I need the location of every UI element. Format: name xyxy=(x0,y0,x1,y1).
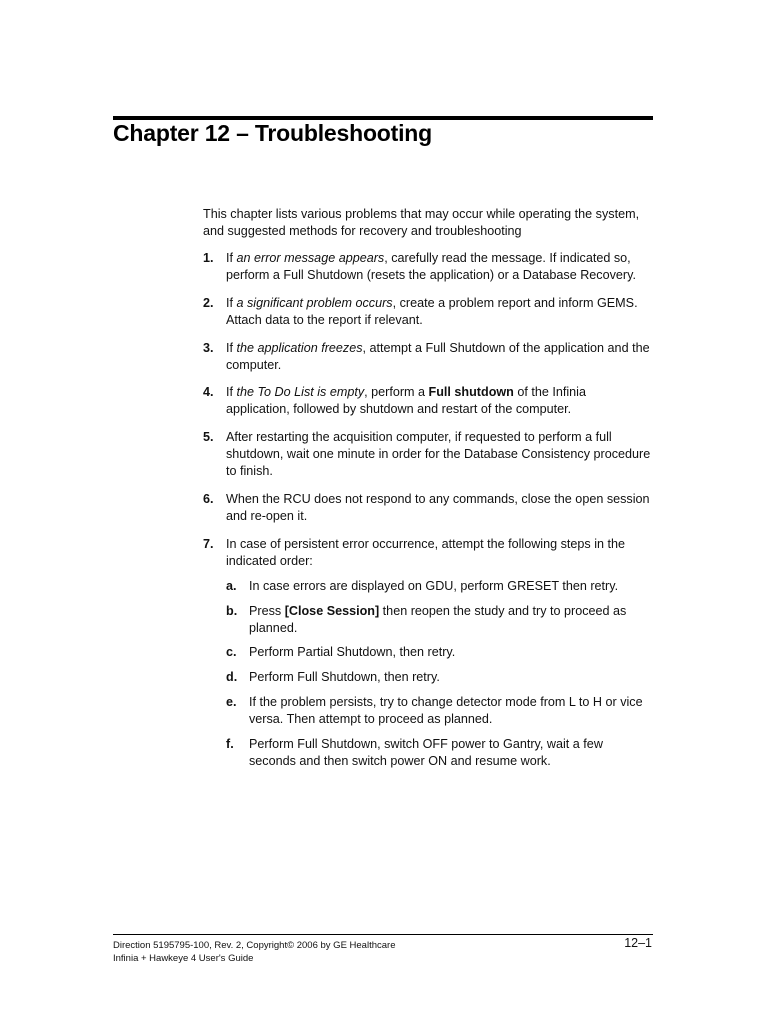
sub-list xyxy=(226,578,653,770)
sub-item-text-lead: Press xyxy=(249,603,285,618)
sub-item-d xyxy=(226,669,653,686)
sub-item-b xyxy=(226,603,653,637)
item-text-lead: If xyxy=(226,385,237,400)
footer-copyright: Direction 5195795-100, Rev. 2, Copyright© 2006 by GE Healthcare xyxy=(113,940,396,951)
item-condition: a significant problem occurs xyxy=(236,295,393,310)
sub-item-letter: f. xyxy=(226,736,234,751)
item-text-lead: If xyxy=(226,295,237,310)
sub-item-letter: a. xyxy=(226,578,237,593)
list-item-7 xyxy=(203,536,653,770)
footer-rule xyxy=(113,934,653,935)
item-text: , attempt a Full Shutdown of the application and the computer. xyxy=(226,340,650,372)
sub-item-text: Perform Partial Shutdown, then retry. xyxy=(249,645,456,660)
item-text: After restarting the acquisition computer, if requested to perform a full shutdown, wait one minute in order for the Database Consistency procedure to finish. xyxy=(226,430,651,479)
item-text: of the Infinia application, followed by shutdown and restart of the computer. xyxy=(226,385,586,417)
item-condition: an error message appears xyxy=(236,251,385,265)
sub-item-f xyxy=(226,736,653,770)
item-text-lead: If xyxy=(226,251,237,265)
item-emphasis: Full shutdown xyxy=(428,385,514,400)
list-number: 1. xyxy=(203,251,214,265)
list-number: 3. xyxy=(203,340,214,355)
close-session-label: [Close Session] xyxy=(284,603,380,618)
list-item-6 xyxy=(203,491,653,525)
list-item-4 xyxy=(203,384,653,418)
list-item-3 xyxy=(203,340,653,374)
chapter-title: Chapter 12 – Troubleshooting xyxy=(113,120,432,146)
item-text: When the RCU does not respond to any commands, close the open session and re-open it. xyxy=(226,491,650,523)
list-number: 5. xyxy=(203,430,214,445)
list-number: 2. xyxy=(203,295,214,310)
sub-item-c xyxy=(226,644,653,661)
item-text: , carefully read the message. If indicated so, perform a Full Shutdown (resets the application) or a Database Recovery. xyxy=(226,251,636,282)
sub-item-text: Perform Full Shutdown, switch OFF power to Gantry, wait a few seconds and then switch power ON and resume work. xyxy=(249,736,603,768)
footer-guide-title: Infinia + Hawkeye 4 User's Guide xyxy=(113,953,254,964)
item-text-mid: , perform a xyxy=(364,385,429,400)
item-text: In case of persistent error occurrence, attempt the following steps in the indicated order: xyxy=(226,536,626,568)
list-number: 7. xyxy=(203,536,214,551)
sub-item-e xyxy=(226,694,653,728)
list-item-1 xyxy=(203,250,653,284)
sub-item-letter: c. xyxy=(226,645,237,660)
list-item-2 xyxy=(203,295,653,329)
sub-item-letter: e. xyxy=(226,694,237,709)
sub-item-text: Perform Full Shutdown, then retry. xyxy=(249,670,440,685)
list-item-5 xyxy=(203,429,653,480)
list-number: 6. xyxy=(203,491,214,506)
item-text: , create a problem report and inform GEMS. Attach data to the report if relevant. xyxy=(226,295,638,327)
footer-info xyxy=(113,939,395,965)
sub-item-text: If the problem persists, try to change detector mode from L to H or vice versa. Then attempt to proceed as planned. xyxy=(249,694,643,726)
page-number: 12–1 xyxy=(624,936,652,950)
item-condition: the To Do List is empty xyxy=(236,385,365,400)
sub-item-letter: b. xyxy=(226,603,238,618)
sub-item-text: In case errors are displayed on GDU, perform GRESET then retry. xyxy=(249,578,619,593)
sub-item-letter: d. xyxy=(226,670,238,685)
sub-item-text: then reopen the study and try to proceed as planned. xyxy=(249,603,627,635)
sub-item-a xyxy=(226,578,653,595)
list-number: 4. xyxy=(203,385,214,400)
item-condition: the application freezes xyxy=(236,340,363,355)
intro-paragraph: This chapter lists various problems that may occur while operating the system, and suggested methods for recovery and troubleshooting xyxy=(203,207,640,238)
item-text-lead: If xyxy=(226,340,237,355)
chapter-body xyxy=(203,206,653,781)
